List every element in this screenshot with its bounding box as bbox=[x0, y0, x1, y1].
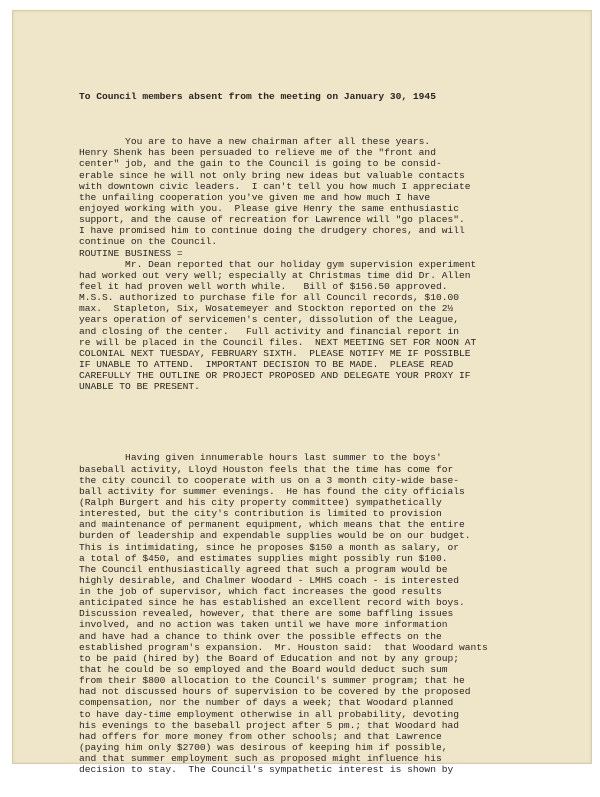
text-line: ROUTINE BUSINESS = bbox=[79, 247, 183, 259]
text-line: compensation, nor the number of days a week; that Woodard planned bbox=[79, 697, 454, 709]
text-line: and maintenance of permanent equipment, which means that the entire bbox=[79, 519, 465, 531]
text-line: involved, and no action was taken until we have more information bbox=[79, 619, 448, 631]
text-line: from their $800 allocation to the Council's summer program; that he bbox=[79, 675, 465, 687]
text-line: erable since he will not only bring new ideas but valuable contacts bbox=[79, 169, 465, 181]
text-line: and that summer employment such as proposed might influence his bbox=[79, 753, 442, 765]
text-line: and closing of the center. Full activity and financial report in bbox=[79, 325, 459, 337]
text-line: burden of leadership and expendable supplies would be on our budget. bbox=[79, 530, 471, 542]
text-line: (Ralph Burgert and his city property committee) sympathetically bbox=[79, 496, 442, 508]
paper-sheet bbox=[12, 10, 592, 776]
text-line: with downtown civic leaders. I can't tell you how much I appreciate bbox=[79, 180, 471, 192]
text-line: Discussion revealed, however, that there are some baffling issues bbox=[79, 608, 454, 620]
paragraph-gap bbox=[79, 414, 579, 430]
text-line: Mr. Dean reported that our holiday gym supervision experiment bbox=[79, 258, 477, 270]
text-line: the city council to cooperate with us on a 3 month city-wide base- bbox=[79, 474, 459, 486]
text-line: the unfailing cooperation you've given me and how much I have bbox=[79, 191, 431, 203]
text-line: Henry Shenk has been persuaded to relieve me of the "front and bbox=[79, 147, 436, 159]
text-line: years operation of servicemen's center, dissolution of the League, bbox=[79, 314, 459, 326]
text-line: to have day-time employment otherwise in all probability, devoting bbox=[79, 708, 459, 720]
text-line: had not discussed hours of supervision to be covered by the proposed bbox=[79, 686, 471, 698]
text-line: baseball activity, Lloyd Houston feels that the time has come for bbox=[79, 463, 454, 475]
text-line: in the job of supervisor, which fact increases the good results bbox=[79, 586, 442, 598]
text-line: established program's expansion. Mr. Houston said: that Woodard wants bbox=[79, 641, 488, 653]
text-line: and have had a chance to think over the possible effects on the bbox=[79, 630, 442, 642]
text-line: The Council enthusiastically agreed that such a program would be bbox=[79, 563, 448, 575]
text-line: (paying him only $2700) was desirous of keeping him if possible, bbox=[79, 742, 448, 754]
text-line: had offers for more money from other schools; and that Lawrence bbox=[79, 730, 442, 742]
text-line: center" job, and the gain to the Council is going to be consid- bbox=[79, 158, 442, 170]
text-line: interested, but the city's contribution is limited to provision bbox=[79, 508, 442, 520]
text-line: enjoyed working with you. Please give Henry the same enthusiastic bbox=[79, 202, 459, 214]
typed-letter bbox=[79, 69, 579, 797]
text-line: M.S.S. authorized to purchase file for all Council records, $10.00 bbox=[79, 292, 459, 304]
text-line: that he could be so employed and the Board would deduct such sum bbox=[79, 664, 448, 676]
letter-heading: To Council members absent from the meeting on January 30, 1945 bbox=[79, 91, 436, 102]
text-line: Having given innumerable hours last summer to the boys' bbox=[79, 452, 442, 464]
text-line: highly desirable, and Chalmer Woodard - LMHS coach - is interested bbox=[79, 574, 459, 586]
paragraph-baseball-activity bbox=[79, 452, 579, 775]
text-line: a total of $450, and estimates supplies might possibly run $100. bbox=[79, 552, 448, 564]
text-line: CAREFULLY THE OUTLINE OR PROJECT PROPOSED AND DELEGATE YOUR PROXY IF bbox=[79, 370, 471, 382]
text-line: feel it had proven well worth while. Bill of $156.50 approved. bbox=[79, 280, 448, 292]
text-line: This is intimidating, since he proposes $150 a month as salary, or bbox=[79, 541, 459, 553]
text-line: COLONIAL NEXT TUESDAY, FEBRUARY SIXTH. PLEASE NOTIFY ME IF POSSIBLE bbox=[79, 347, 471, 359]
text-line: continue on the Council. bbox=[79, 236, 218, 248]
text-line: anticipated since he has established an excellent record with boys. bbox=[79, 597, 465, 609]
text-line: to be paid (hired by) the Board of Education and not by any group; bbox=[79, 652, 459, 664]
text-line: UNABLE TO BE PRESENT. bbox=[79, 381, 200, 393]
text-line: I have promised him to continue doing the drudgery chores, and will bbox=[79, 225, 465, 237]
paragraph-chairman-and-routine-business bbox=[79, 136, 579, 392]
text-line: ball activity for summer evenings. He has found the city officials bbox=[79, 485, 465, 497]
text-line: had worked out very well; especially at Christmas time did Dr. Allen bbox=[79, 269, 471, 281]
text-line: decision to stay. The Council's sympathetic interest is shown by bbox=[79, 764, 454, 776]
text-line: You are to have a new chairman after all these years. bbox=[79, 136, 431, 148]
text-line: re will be placed in the Council files. NEXT MEETING SET FOR NOON AT bbox=[79, 336, 477, 348]
text-line: support, and the cause of recreation for Lawrence will "go places". bbox=[79, 214, 465, 226]
text-line: IF UNABLE TO ATTEND. IMPORTANT DECISION TO BE MADE. PLEASE READ bbox=[79, 358, 454, 370]
text-line: max. Stapleton, Six, Wosatemeyer and Stockton reported on the 2½ bbox=[79, 303, 454, 315]
text-line: his evenings to the baseball project after 5 pm.; that Woodard had bbox=[79, 719, 459, 731]
